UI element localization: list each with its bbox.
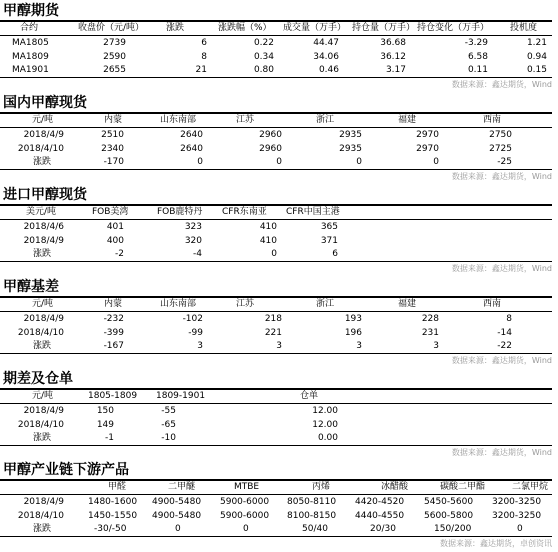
table-cell: 4900-5480	[152, 511, 202, 521]
table-row	[0, 221, 552, 234]
table-cell: 3.17	[385, 65, 406, 75]
table-cell: 8	[201, 52, 207, 62]
header-cell: 西南	[483, 115, 502, 125]
table-cell: 8	[506, 314, 512, 324]
table-cell: MA1805	[12, 38, 49, 48]
table-cell: 0.46	[318, 65, 339, 75]
table-bottom-rule	[0, 77, 552, 78]
table-header-rule	[0, 403, 552, 404]
table-cell: 410	[259, 236, 277, 246]
table-cell: 0	[243, 524, 249, 534]
table-cell: 44.47	[313, 38, 339, 48]
header-cell: 碳酸二甲酯	[440, 482, 486, 492]
table-row	[0, 510, 552, 523]
header-cell: 浙江	[316, 115, 335, 125]
table-cell: 0	[175, 524, 181, 534]
header-cell: 二甲醚	[168, 482, 196, 492]
section-title: 甲醇期货	[3, 3, 59, 19]
header-cell: 元/吨	[32, 299, 54, 309]
section-title: 国内甲醇现货	[3, 95, 87, 111]
table-cell: 410	[259, 222, 277, 232]
table-cell: 0.80	[253, 65, 274, 75]
table-cell: -10	[161, 433, 176, 443]
table-cell: 320	[184, 236, 202, 246]
table-cell: 221	[264, 328, 282, 338]
header-cell: CFR中国主港	[286, 207, 340, 217]
table-header-row	[0, 22, 552, 35]
header-cell: FOB鹿特丹	[157, 207, 203, 217]
table-row	[0, 405, 552, 418]
table-row	[0, 64, 552, 77]
table-header-rule	[0, 219, 552, 220]
table-row	[0, 340, 552, 353]
header-cell: 内蒙	[104, 299, 123, 309]
table-cell: 4900-5480	[152, 497, 202, 507]
header-cell: 山东南部	[160, 299, 197, 309]
table-cell: 2018/4/10	[17, 144, 64, 154]
table-cell: 3200-3250	[492, 497, 542, 507]
table-cell: 涨跌	[33, 341, 52, 351]
table-row	[0, 129, 552, 142]
table-cell: 12.00	[312, 420, 338, 430]
table-cell: 2655	[103, 65, 126, 75]
table-cell: 5900-6000	[220, 511, 270, 521]
table-cell: 2018/4/9	[23, 497, 64, 507]
table-cell: 0.15	[526, 65, 547, 75]
data-source-note: 数据来源：鑫达期货，Wind	[451, 356, 552, 365]
header-cell: 福建	[398, 299, 417, 309]
table-row	[0, 432, 552, 445]
table-cell: 193	[344, 314, 362, 324]
table-cell: 2935	[339, 144, 362, 154]
table-cell: 0	[433, 157, 439, 167]
table-cell: -99	[188, 328, 203, 338]
header-cell: 冰醋酸	[381, 482, 409, 492]
downstream-section	[0, 460, 558, 552]
table-header-row	[0, 298, 552, 311]
header-cell: CFR东南亚	[222, 207, 267, 217]
table-cell: 2725	[489, 144, 512, 154]
header-cell: 收盘价（元/吨）	[78, 23, 145, 33]
section-title: 期差及仓单	[3, 371, 73, 387]
table-header-row	[0, 114, 552, 127]
table-cell: 3	[356, 341, 362, 351]
table-cell: 3200-3250	[492, 511, 542, 521]
table-cell: -399	[103, 328, 124, 338]
header-cell: 福建	[398, 115, 417, 125]
table-cell: 196	[344, 328, 362, 338]
table-cell: -22	[497, 341, 512, 351]
header-cell: 1809-1901	[156, 391, 206, 401]
header-cell: 西南	[483, 299, 502, 309]
table-cell: -25	[497, 157, 512, 167]
table-cell: 6.58	[467, 52, 488, 62]
header-cell: 丙烯	[312, 482, 331, 492]
table-cell: 2018/4/10	[17, 511, 64, 521]
table-cell: -3.29	[464, 38, 488, 48]
table-cell: 228	[421, 314, 439, 324]
basis-section	[0, 276, 558, 368]
table-cell: 36.12	[380, 52, 406, 62]
table-cell: 0.11	[467, 65, 488, 75]
table-cell: 4420-4520	[355, 497, 405, 507]
table-bottom-rule	[0, 353, 552, 354]
header-cell: 内蒙	[104, 115, 123, 125]
table-row	[0, 51, 552, 64]
table-bottom-rule	[0, 445, 552, 446]
table-cell: 2739	[103, 38, 126, 48]
table-cell: 3	[433, 341, 439, 351]
header-cell: 江苏	[236, 115, 255, 125]
header-cell: 持仓量（万手）	[352, 23, 416, 33]
table-cell: 5900-6000	[220, 497, 270, 507]
table-header-rule	[0, 311, 552, 312]
header-cell: MTBE	[234, 482, 260, 492]
table-cell: -14	[497, 328, 512, 338]
import-spot-section	[0, 184, 558, 276]
table-cell: 323	[184, 222, 202, 232]
table-row	[0, 419, 552, 432]
table-bottom-rule	[0, 261, 552, 262]
table-cell: 0	[356, 157, 362, 167]
table-header-row	[0, 481, 552, 494]
table-cell: -30/-50	[94, 524, 127, 534]
data-source-note: 数据来源：鑫达期货，Wind	[451, 264, 552, 273]
table-cell: -4	[193, 249, 202, 259]
table-cell: 6	[332, 249, 338, 259]
table-cell: 2640	[180, 130, 203, 140]
table-cell: 2640	[180, 144, 203, 154]
table-cell: 0.94	[526, 52, 547, 62]
section-title: 进口甲醇现货	[3, 187, 87, 203]
table-cell: 36.68	[380, 38, 406, 48]
table-cell: 2340	[101, 144, 124, 154]
futures-section	[0, 0, 558, 92]
header-cell: 投机度	[510, 23, 538, 33]
table-cell: -1	[105, 433, 114, 443]
data-source-note: 数据来源：鑫达期货，卓创资讯	[440, 539, 552, 548]
table-cell: -232	[103, 314, 124, 324]
table-cell: 1.21	[526, 38, 547, 48]
table-cell: 21	[195, 65, 207, 75]
table-row	[0, 235, 552, 248]
table-cell: 2970	[416, 144, 439, 154]
table-row	[0, 496, 552, 509]
table-cell: 149	[96, 420, 114, 430]
table-cell: 2018/4/9	[23, 406, 64, 416]
table-header-rule	[0, 494, 552, 495]
header-cell: 山东南部	[160, 115, 197, 125]
header-cell: 1805-1809	[88, 391, 138, 401]
table-cell: 5450-5600	[424, 497, 474, 507]
table-cell: 2018/4/10	[17, 328, 64, 338]
table-cell: 150	[96, 406, 114, 416]
table-cell: 1480-1600	[88, 497, 138, 507]
table-cell: 400	[106, 236, 124, 246]
table-cell: -102	[182, 314, 203, 324]
table-cell: -2	[115, 249, 124, 259]
table-cell: 5600-5800	[424, 511, 474, 521]
data-source-note: 数据来源：鑫达期货，Wind	[451, 172, 552, 181]
table-row	[0, 313, 552, 326]
table-cell: 2018/4/10	[17, 420, 64, 430]
header-cell: FOB美湾	[92, 207, 129, 217]
header-cell: 江苏	[236, 299, 255, 309]
table-cell: 3	[276, 341, 282, 351]
table-header-row	[0, 206, 552, 219]
table-cell: 0	[271, 249, 277, 259]
table-cell: 50/40	[302, 524, 328, 534]
table-row	[0, 156, 552, 169]
table-cell: 2018/4/9	[23, 236, 64, 246]
table-bottom-rule	[0, 536, 552, 537]
table-cell: 2510	[101, 130, 124, 140]
table-cell: 涨跌	[33, 524, 52, 534]
header-cell: 涨跌幅（%）	[218, 23, 272, 33]
table-cell: 3	[197, 341, 203, 351]
table-cell: 20/30	[370, 524, 396, 534]
table-cell: 12.00	[312, 406, 338, 416]
table-cell: 0.22	[253, 38, 274, 48]
table-cell: 401	[106, 222, 124, 232]
table-cell: 2750	[489, 130, 512, 140]
table-cell: 231	[421, 328, 439, 338]
header-cell: 成交量（万手）	[283, 23, 347, 33]
table-cell: -170	[103, 157, 124, 167]
table-cell: 0	[276, 157, 282, 167]
header-cell: 二氯甲烷	[512, 482, 549, 492]
table-cell: 2018/4/9	[23, 314, 64, 324]
table-cell: 365	[320, 222, 338, 232]
table-cell: 2970	[416, 130, 439, 140]
header-cell: 仓单	[300, 391, 319, 401]
table-cell: 0	[517, 524, 523, 534]
table-cell: 2018/4/9	[23, 130, 64, 140]
table-cell: 0	[197, 157, 203, 167]
header-cell: 浙江	[316, 299, 335, 309]
table-row	[0, 248, 552, 261]
header-cell: 元/吨	[32, 391, 54, 401]
table-header-rule	[0, 127, 552, 128]
table-cell: 150/200	[434, 524, 472, 534]
table-cell: 6	[201, 38, 207, 48]
header-cell: 元/吨	[32, 115, 54, 125]
table-cell: 0.00	[317, 433, 338, 443]
header-cell: 甲醛	[108, 482, 127, 492]
header-cell: 持仓变化（万手）	[417, 23, 490, 33]
table-cell: 218	[264, 314, 282, 324]
domestic-spot-section	[0, 92, 558, 184]
table-cell: 涨跌	[33, 433, 52, 443]
table-cell: 1450-1550	[88, 511, 138, 521]
section-title: 甲醇产业链下游产品	[3, 462, 129, 478]
header-cell: 合约	[20, 23, 39, 33]
table-cell: 371	[320, 236, 338, 246]
header-cell: 涨跌	[166, 23, 185, 33]
table-cell: 8100-8150	[287, 511, 337, 521]
table-cell: -55	[161, 406, 176, 416]
table-row	[0, 327, 552, 340]
table-cell: -65	[161, 420, 176, 430]
section-title: 甲醇基差	[3, 279, 59, 295]
table-cell: 2935	[339, 130, 362, 140]
table-cell: -167	[103, 341, 124, 351]
table-cell: 8050-8110	[287, 497, 337, 507]
table-cell: 2960	[259, 144, 282, 154]
table-cell: 2018/4/6	[23, 222, 64, 232]
data-source-note: 数据来源：鑫达期货，Wind	[451, 80, 552, 89]
table-cell: MA1809	[12, 52, 49, 62]
table-cell: 2590	[103, 52, 126, 62]
table-row	[0, 523, 552, 536]
table-cell: MA1901	[12, 65, 49, 75]
table-row	[0, 143, 552, 156]
table-cell: 2960	[259, 130, 282, 140]
spread-warehouse-section	[0, 368, 558, 460]
table-cell: 涨跌	[33, 157, 52, 167]
header-cell: 美元/吨	[26, 207, 57, 217]
table-row	[0, 37, 552, 50]
table-cell: 34.06	[313, 52, 339, 62]
table-cell: 4440-4550	[355, 511, 405, 521]
table-header-rule	[0, 35, 552, 36]
table-cell: 涨跌	[33, 249, 52, 259]
table-header-row	[0, 390, 552, 403]
table-bottom-rule	[0, 169, 552, 170]
table-cell: 0.34	[253, 52, 274, 62]
data-source-note: 数据来源：鑫达期货，Wind	[451, 448, 552, 457]
